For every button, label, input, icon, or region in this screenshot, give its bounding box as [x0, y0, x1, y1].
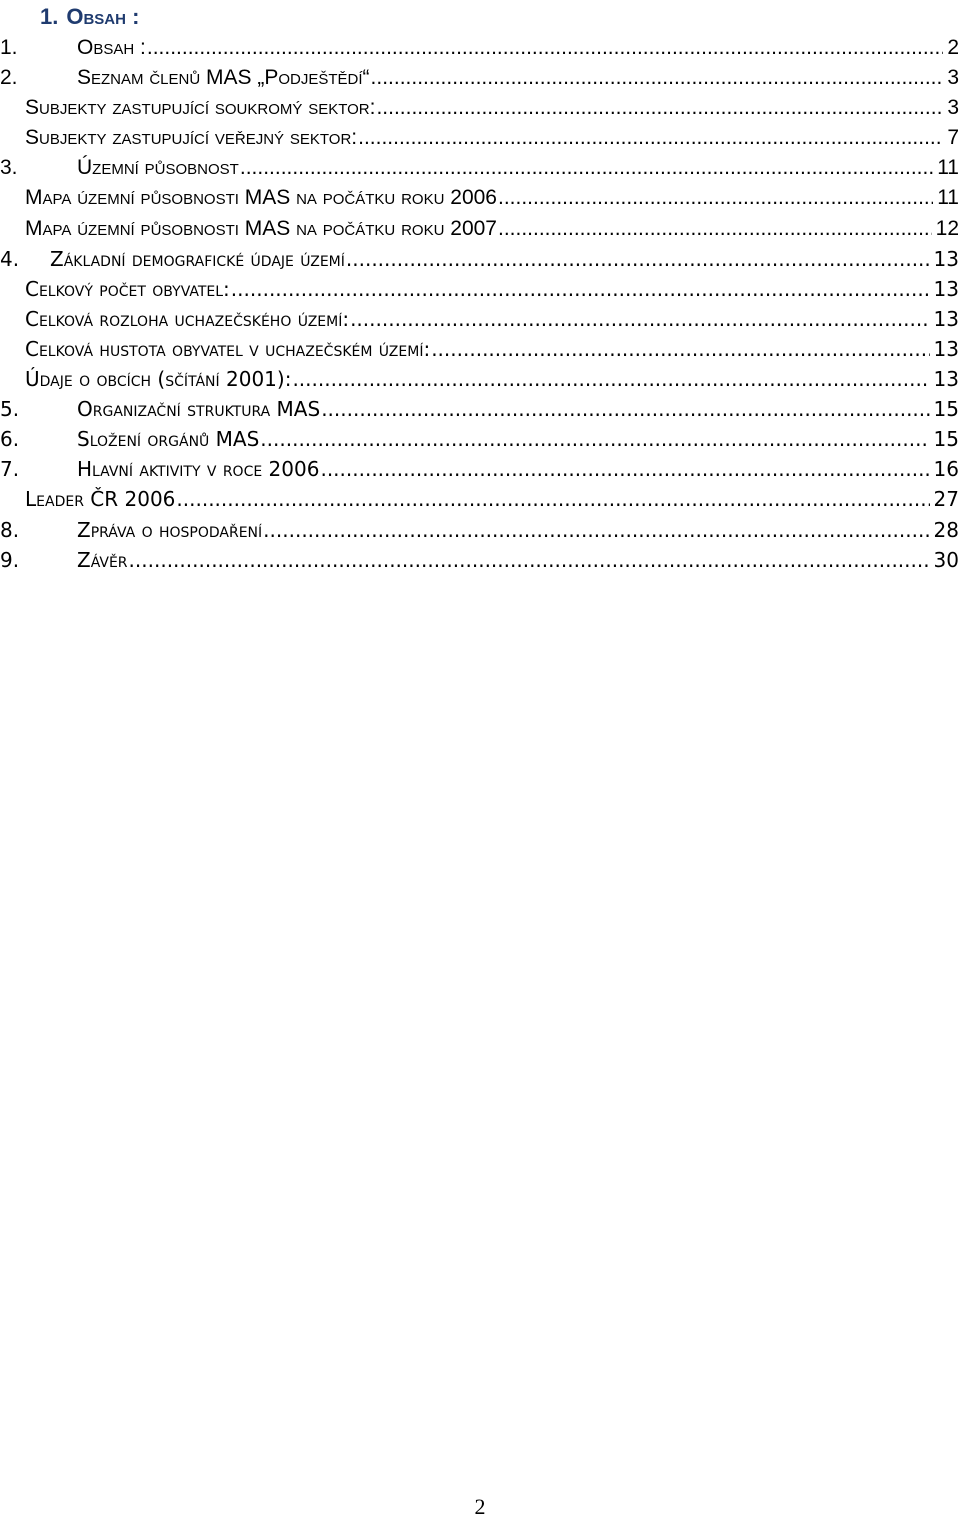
toc-entry-title: Složení orgánů MAS [77, 427, 260, 452]
toc-entry-leader [431, 334, 929, 364]
toc-entry-title: Celkový počet obyvatel: [25, 276, 230, 301]
toc-entry-title: Subjekty zastupující soukromý sektor: [25, 96, 376, 120]
toc-entry-page: 27 [933, 487, 959, 512]
toc-entry[interactable] [0, 515, 960, 545]
toc-entry-title: Územní působnost [77, 156, 239, 180]
toc-entry-page: 7 [947, 126, 959, 150]
toc-entry-page: 3 [947, 66, 959, 90]
toc-entry[interactable] [0, 244, 960, 274]
toc-entry-page: 11 [937, 186, 959, 210]
toc-heading [40, 4, 139, 30]
toc-entry[interactable] [0, 364, 960, 394]
toc-entry-leader [346, 244, 930, 274]
toc-heading-number: 1. [40, 4, 59, 29]
toc-entry[interactable] [0, 274, 960, 304]
toc-entry-leader [320, 454, 929, 484]
toc-entry-title: Základní demografické údaje území [50, 246, 345, 271]
toc-entry-leader [376, 93, 943, 123]
toc-entry-number: 8. [0, 517, 20, 542]
toc-entry-title: Mapa územní působnosti MAS na počátku roku 2007 [25, 216, 497, 240]
toc-entry-number: 9. [0, 547, 20, 572]
toc-entry-leader [321, 394, 929, 424]
toc-entry-leader [129, 545, 930, 575]
toc-entry-page: 28 [933, 517, 959, 542]
toc-heading-title: Obsah : [66, 4, 140, 29]
toc-entry[interactable] [0, 484, 960, 514]
toc-entry[interactable] [0, 545, 960, 575]
toc-entry-page: 15 [933, 427, 959, 452]
toc-entry-title: Zpráva o hospodaření [77, 517, 263, 542]
toc-entry-page: 13 [933, 306, 959, 331]
toc-entry-number: 4. [0, 246, 20, 271]
toc-entry-leader [240, 153, 933, 183]
toc-entry-page: 30 [933, 547, 959, 572]
toc-entry-title: Údaje o obcích (sčítání 2001): [25, 367, 292, 392]
toc-entry-page: 2 [947, 36, 959, 59]
toc-entry-title: Seznam členů MAS „Podještědí“ [77, 66, 370, 90]
toc-entry[interactable] [0, 394, 960, 424]
toc-entry-number: 6. [0, 427, 20, 452]
toc-entry-number: 3. [0, 156, 18, 180]
toc-entry-page: 3 [947, 96, 959, 120]
toc-entry[interactable] [0, 454, 960, 484]
toc-entry-title: Mapa územní působnosti MAS na počátku roku 2006 [25, 186, 497, 210]
toc-entry-title: Celková rozloha uchazečského území: [25, 306, 350, 331]
toc-entry-leader [358, 123, 943, 153]
toc-entry-title: Hlavní aktivity v roce 2006 [77, 457, 320, 482]
toc-entry-leader [176, 484, 929, 514]
toc-entry-leader [263, 515, 929, 545]
toc-entry-title: Obsah : [77, 36, 146, 59]
toc-entry-leader [292, 364, 929, 394]
table-of-contents [0, 33, 960, 575]
toc-entry[interactable] [0, 123, 960, 153]
toc-entry-title: Subjekty zastupující veřejný sektor: [25, 126, 358, 150]
toc-entry[interactable] [0, 424, 960, 454]
toc-entry[interactable] [0, 153, 960, 183]
toc-entry-number: 5. [0, 397, 20, 422]
toc-entry[interactable] [0, 304, 960, 334]
toc-entry[interactable] [0, 93, 960, 123]
toc-entry-page: 13 [933, 336, 959, 361]
toc-entry-title: Organizační struktura MAS [77, 397, 321, 422]
toc-entry-number: 1. [0, 36, 18, 59]
toc-entry-page: 11 [937, 156, 959, 180]
toc-entry-page: 16 [933, 457, 959, 482]
toc-entry[interactable] [0, 33, 960, 63]
page-number: 2 [474, 1494, 486, 1519]
toc-entry-leader [231, 274, 930, 304]
toc-entry-page: 12 [935, 216, 959, 240]
toc-entry-leader [498, 214, 932, 244]
toc-entry-title: Závěr [77, 547, 128, 572]
toc-entry-number: 2. [0, 66, 18, 90]
toc-entry-leader [371, 63, 944, 93]
toc-entry-page: 13 [933, 367, 959, 392]
toc-entry-page: 15 [933, 397, 959, 422]
toc-entry-title: Celková hustota obyvatel v uchazečském území: [25, 336, 431, 361]
toc-entry[interactable] [0, 334, 960, 364]
toc-entry-leader [147, 33, 943, 63]
toc-entry-leader [350, 304, 929, 334]
toc-entry-number: 7. [0, 457, 20, 482]
toc-entry-page: 13 [933, 276, 959, 301]
toc-entry-page: 13 [933, 246, 959, 271]
toc-entry[interactable] [0, 183, 960, 213]
toc-entry[interactable] [0, 63, 960, 93]
toc-entry-leader [260, 424, 929, 454]
toc-entry[interactable] [0, 214, 960, 244]
toc-entry-leader [498, 183, 933, 213]
toc-entry-title: Leader ČR 2006 [25, 487, 176, 512]
